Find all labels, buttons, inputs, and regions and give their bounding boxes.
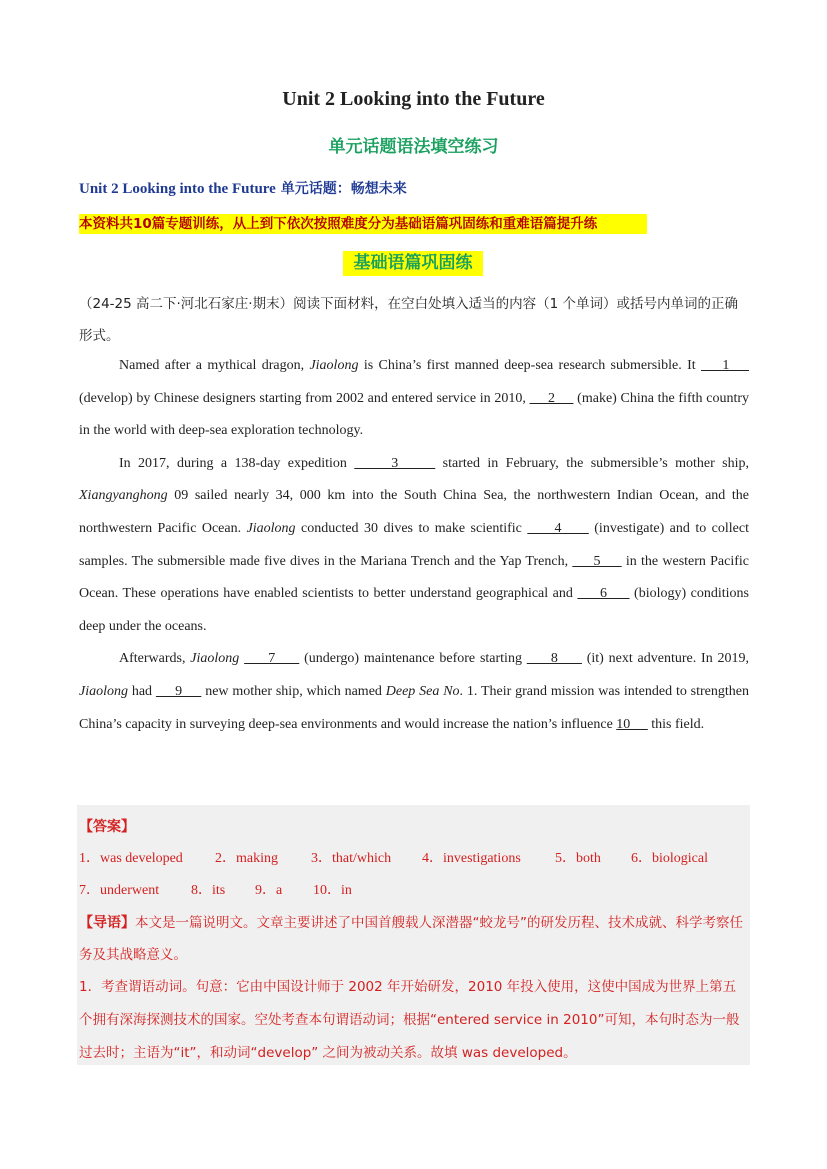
- blank-4: 4: [527, 520, 589, 536]
- text-run: (biology) conditions deep under the oceans.: [79, 586, 750, 634]
- answer-item: 8．its: [191, 883, 226, 898]
- blank-8: 8: [526, 651, 582, 667]
- document-subtitle: 单元话题语法填空练习: [328, 137, 499, 157]
- text-run: (undergo) maintenance before starting: [299, 651, 527, 667]
- text-run: this field.: [647, 716, 705, 732]
- answer-row-1: [79, 843, 749, 875]
- blank-3: 3: [354, 455, 436, 471]
- explanation-1: 1．考查谓语动词。句意：它由中国设计师于 2002 年开始研发，2010 年投入使用，这使中国成为世界上第五个拥有深海探测技术的国家。空处考查本句谓语动词；根据“entered service in 2010”可知，本句时态为一般过去时；主语为“it”，和动词“develop” 之间为被动关系。故填 was developed。: [79, 979, 740, 1061]
- text-run: new mother ship, which named: [201, 683, 386, 699]
- italic-name: Xiangyanghong: [79, 488, 168, 504]
- answer-item: 5．both: [555, 851, 601, 866]
- italic-name: Jiaolong: [309, 358, 359, 373]
- blank-2: 2: [529, 390, 574, 406]
- blank-9: 9: [155, 683, 202, 699]
- italic-name: Deep Sea No: [385, 683, 460, 699]
- answer-item: 7．underwent: [79, 883, 160, 898]
- answer-item: 1．was developed: [79, 851, 183, 866]
- passage-paragraph-1: [79, 350, 749, 448]
- text-run: . 1. Their grand mission was intended to strengthen China’s capacity in surveying deep-sea environments and would increase the nation’s influence: [79, 683, 749, 732]
- text-run: (investigate) and to collect samples. The submersible made five dives in the Mariana Trench and the Yap Trench,: [79, 520, 749, 569]
- unit-topic-en: Unit 2 Looking into the Future: [79, 181, 276, 197]
- answer-item: 9．a: [255, 883, 283, 898]
- text-run: 09 sailed nearly 34, 000 km into the South China Sea, the northwestern Indian Ocean, and the northwestern Pacific Ocean.: [79, 488, 749, 536]
- text-run: conducted 30 dives to make scientific: [295, 520, 528, 536]
- text-run: (develop) by Chinese designers starting from 2002 and entered service in 2010,: [79, 390, 530, 406]
- answer-item: 2．making: [215, 851, 278, 866]
- section-heading: 基础语篇巩固练: [343, 251, 483, 276]
- guide-paragraph: [79, 907, 749, 971]
- instructions: （24-25 高二下·河北石家庄·期末）阅读下面材料，在空白处填入适当的内容（1 个单词）或括号内单词的正确形式。: [79, 296, 738, 344]
- answer-row-2: [79, 875, 749, 907]
- italic-name: Jiaolong: [79, 683, 128, 699]
- italic-name: Jiaolong: [246, 520, 296, 536]
- unit-topic-line: [79, 178, 407, 198]
- blank-10: 10: [616, 716, 648, 732]
- text-run: had: [128, 683, 156, 699]
- answer-item: 10．in: [313, 883, 352, 898]
- passage-paragraph-3: [79, 643, 749, 741]
- text-run: In 2017, during a 138-day expedition: [119, 455, 355, 471]
- unit-topic-cn: 单元话题：畅想未来: [275, 181, 407, 197]
- text-run: Afterwards,: [119, 651, 191, 667]
- answer-section: [77, 805, 750, 1065]
- notice-banner: 本资料共10篇专题训练，从上到下依次按照难度分为基础语篇巩固练和重难语篇提升练: [79, 214, 647, 234]
- text-run: started in February, the submersible’s mother ship,: [435, 455, 749, 471]
- blank-7: 7: [244, 651, 300, 667]
- document-title: Unit 2 Looking into the Future: [282, 88, 545, 110]
- italic-name: Jiaolong: [190, 651, 240, 667]
- answer-header: 【答案】: [79, 819, 135, 835]
- blank-6: 6: [577, 586, 630, 602]
- passage-paragraph-2: [79, 448, 749, 644]
- reading-passage: [79, 350, 749, 741]
- answer-item: 6．biological: [631, 851, 708, 866]
- text-run: (make) China the fifth country in the world with deep-sea exploration technology.: [79, 390, 749, 439]
- text-run: Named after a mythical dragon,: [119, 358, 310, 373]
- text-run: in the western Pacific Ocean. These operations have enabled scientists to better understand geographical and: [79, 553, 750, 602]
- answer-item: 3．that/which: [311, 851, 392, 866]
- blank-5: 5: [572, 553, 622, 569]
- guide-label: 【导语】: [79, 915, 135, 931]
- answer-item: 4．investigations: [422, 851, 521, 866]
- blank-1: 1: [700, 358, 749, 373]
- guide-text: 本文是一篇说明文。文章主要讲述了中国首艘载人深潜器“蛟龙号”的研发历程、技术成就、科学考察任务及其战略意义。: [79, 915, 743, 963]
- text-run: is China’s first manned deep-sea research submersible. It: [358, 358, 701, 373]
- text-run: (it) next adventure. In 2019,: [581, 651, 750, 667]
